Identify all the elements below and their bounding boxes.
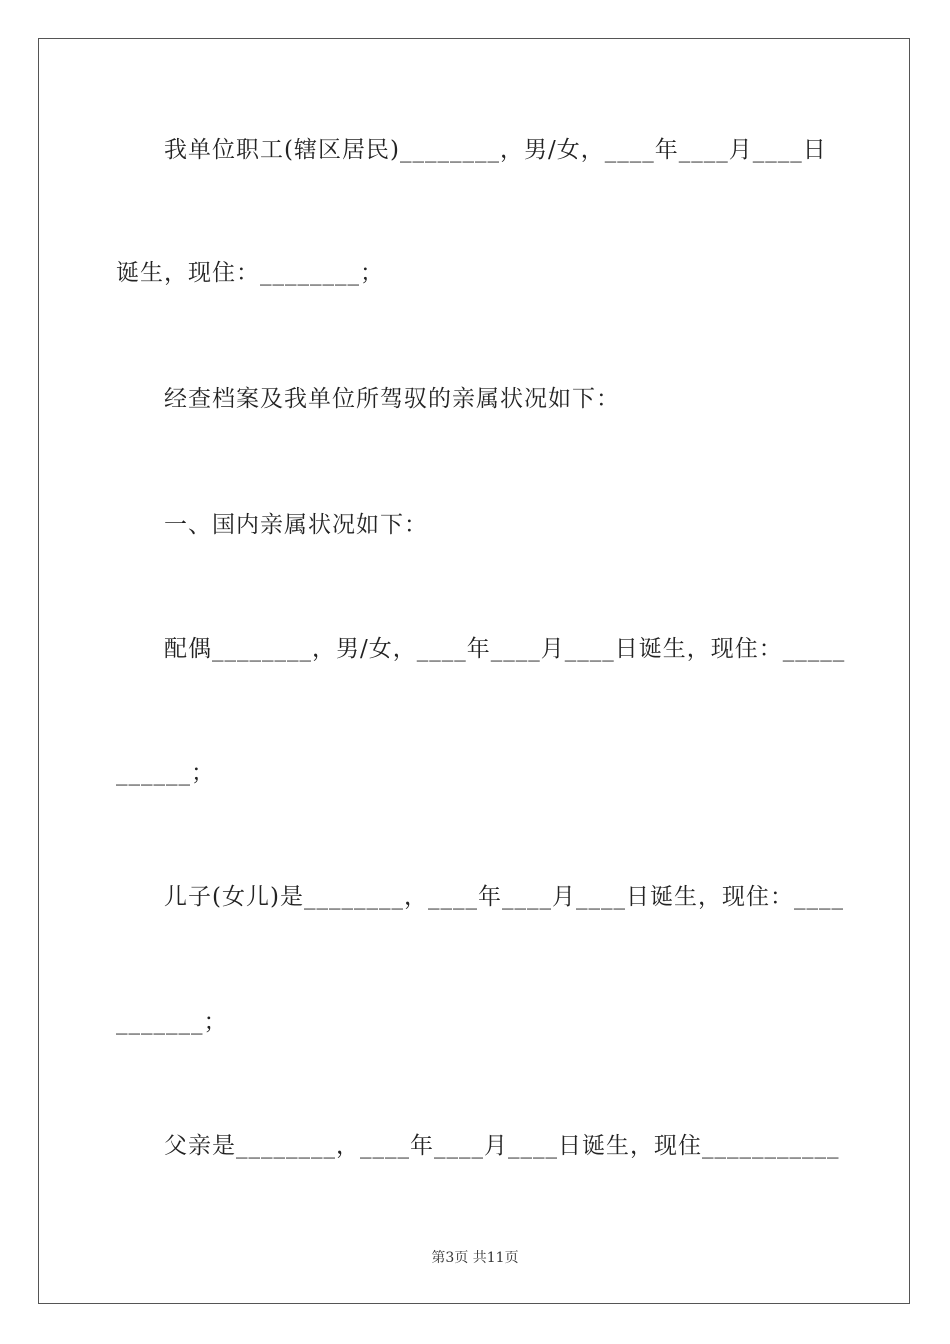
text-line-child-cont: _______； <box>116 1009 228 1035</box>
text-line-spouse-cont: ______； <box>116 760 215 786</box>
text-line-child: 儿子(女儿)是________，____年____月____日诞生，现住：____ <box>164 884 844 910</box>
page-number-footer: 第3页 共11页 <box>431 1250 519 1266</box>
text-line-father: 父亲是________，____年____月____日诞生，现住___________ <box>164 1133 840 1159</box>
text-line-archive-intro: 经查档案及我单位所驾驭的亲属状况如下： <box>164 386 620 412</box>
text-line-birth-address: 诞生，现住：________； <box>116 260 384 286</box>
section-heading-domestic-relatives: 一、国内亲属状况如下： <box>164 512 428 538</box>
text-line-spouse: 配偶________，男/女，____年____月____日诞生，现住：_____ <box>164 636 846 662</box>
page-border <box>38 38 910 1304</box>
text-line-employee: 我单位职工(辖区居民)________，男/女，____年____月____日 <box>164 137 827 163</box>
